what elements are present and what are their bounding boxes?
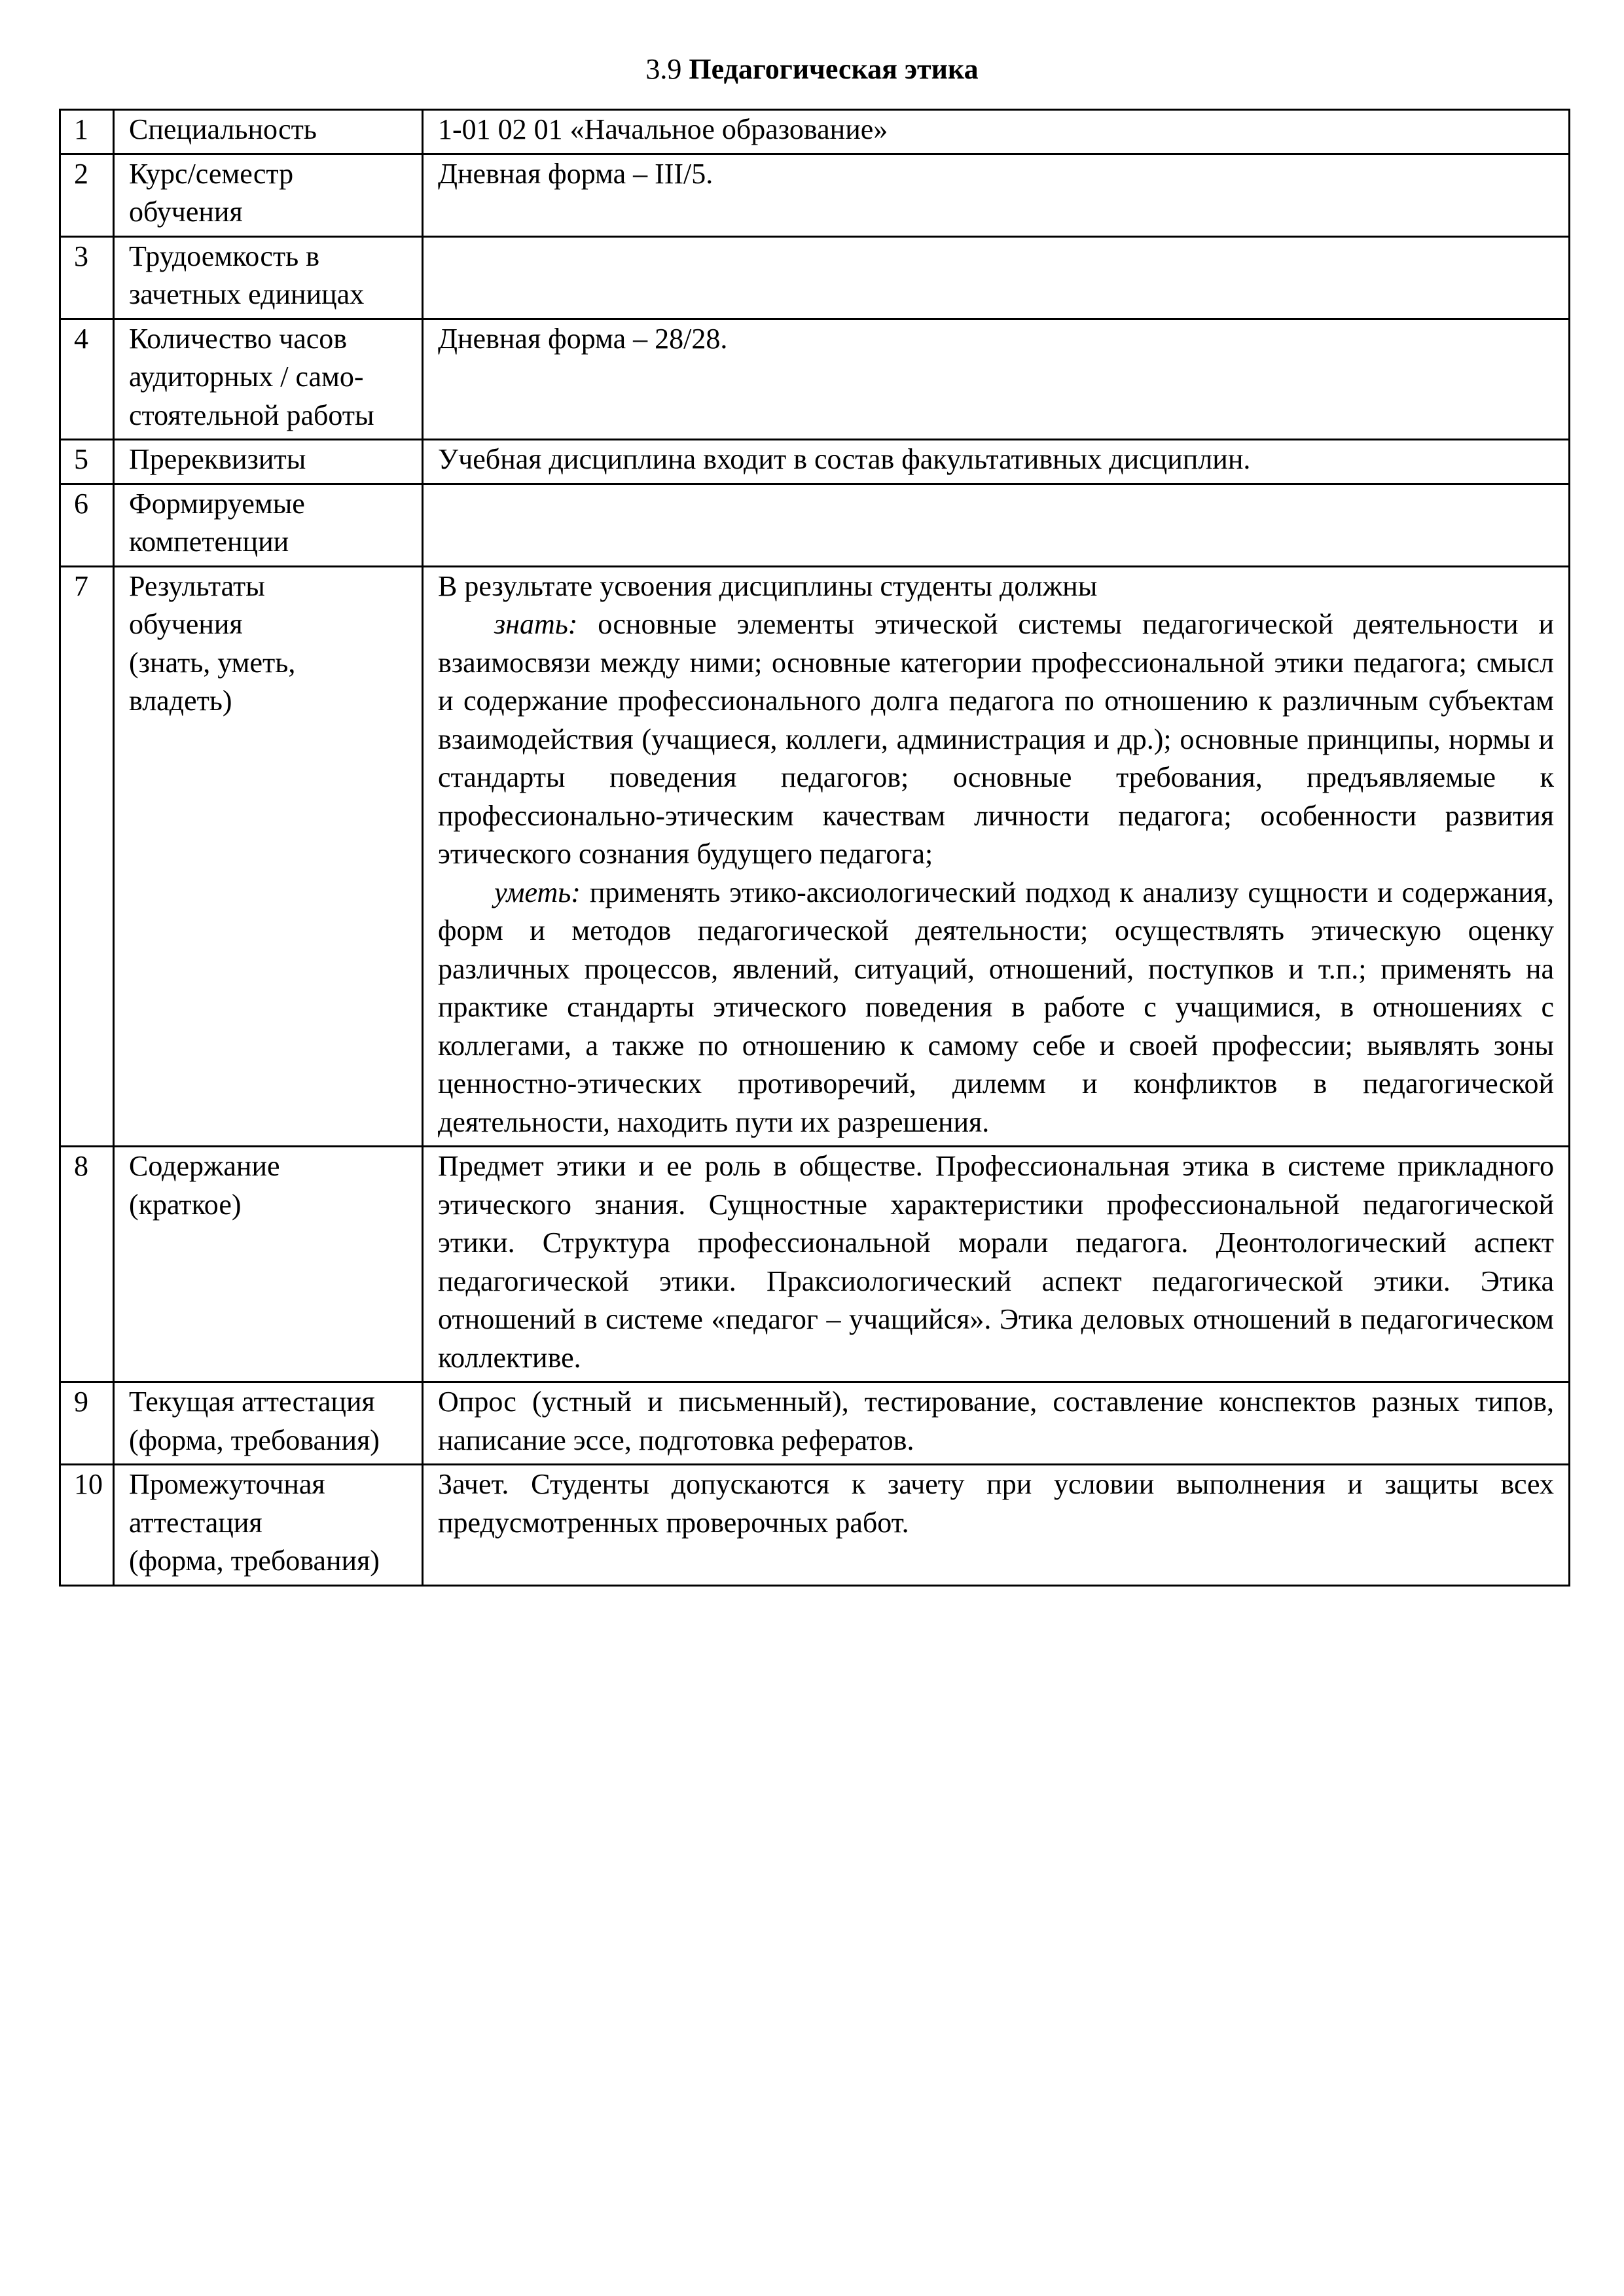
row-label-line: владеть) xyxy=(129,685,232,717)
row-value: Предмет этики и ее роль в обществе. Профессиональная этика в системе прикладного этического знания. Сущностные характеристики профессиональной педагогической этики. Структура профессиональной морали педагога. Деонтологический аспект педагогической этики. Праксиологический аспект педагогической этики. Этика отношений в системе «педагог – учащийся». Этика деловых отношений в педагогическом коллективе. xyxy=(423,1147,1570,1382)
row-label-line: (форма, требования) xyxy=(129,1424,380,1456)
row-label-line: Текущая аттестация xyxy=(129,1386,375,1418)
row-label xyxy=(114,484,423,566)
row-number: 4 xyxy=(60,319,114,440)
row-label-line: (форма, требования) xyxy=(129,1545,380,1577)
row-label xyxy=(114,319,423,440)
row-label xyxy=(114,1382,423,1465)
row-label xyxy=(114,236,423,319)
table-row-content xyxy=(60,1147,1570,1382)
row-number: 6 xyxy=(60,484,114,566)
know-keyword: знать: xyxy=(494,608,578,640)
row-value: 1-01 02 01 «Начальное образование» xyxy=(423,110,1570,154)
row-label-line: (знать, уметь, xyxy=(129,646,296,679)
row-value: Зачет. Студенты допускаются к зачету при условии выполнения и защиты всех предусмотренных проверочных работ. xyxy=(423,1465,1570,1586)
row-number: 9 xyxy=(60,1382,114,1465)
discipline-table xyxy=(59,109,1570,1587)
can-keyword: уметь: xyxy=(494,876,581,908)
row-value xyxy=(423,484,1570,566)
row-number: 5 xyxy=(60,440,114,484)
section-title: Педагогическая этика xyxy=(689,53,979,85)
row-label-line: Специальность xyxy=(129,113,317,145)
row-label xyxy=(114,1465,423,1586)
row-number: 10 xyxy=(60,1465,114,1586)
outcomes-intro: В результате усвоения дисциплины студенты должны xyxy=(438,569,1098,602)
row-label-line: обучения xyxy=(129,196,243,228)
row-label-line: зачетных единицах xyxy=(129,278,365,310)
table-row-hours xyxy=(60,319,1570,440)
row-number: 3 xyxy=(60,236,114,319)
row-value xyxy=(423,236,1570,319)
outcomes-know-paragraph xyxy=(438,605,1554,874)
row-label xyxy=(114,154,423,236)
table-row-competencies xyxy=(60,484,1570,566)
row-label-line: компетенции xyxy=(129,526,289,558)
can-text: применять этико-аксиологический подход к анализу сущности и содержания, форм и методов педагогической деятельности; осуществлять этическую оценку различных процессов, явлений, ситуаций, отношений, поступков и т.п.; применять на практике стандарты этического поведения в работе с учащимися, в отношениях с коллегами, а также по отношению к самому себе и своей профессии; выявлять зоны ценностно-этических противоречий, дилемм и конфликтов в педагогической деятельности, находить пути их разрешения. xyxy=(438,876,1554,1138)
table-row-credits xyxy=(60,236,1570,319)
table-row-current-assessment xyxy=(60,1382,1570,1465)
row-label xyxy=(114,566,423,1147)
row-label-line: аттестация xyxy=(129,1506,262,1539)
row-label-line: (краткое) xyxy=(129,1188,242,1221)
row-label-line: обучения xyxy=(129,608,243,640)
row-label xyxy=(114,110,423,154)
row-label-line: Результаты xyxy=(129,569,265,602)
table-row-specialty xyxy=(60,110,1570,154)
section-number: 3.9 xyxy=(645,53,682,85)
table-row-prerequisites xyxy=(60,440,1570,484)
outcomes-can-paragraph xyxy=(438,874,1554,1142)
row-value xyxy=(423,566,1570,1147)
table-row-intermediate-assessment xyxy=(60,1465,1570,1586)
row-label-line: аудиторных / само- xyxy=(129,361,364,393)
row-number: 2 xyxy=(60,154,114,236)
row-label-line: Трудоемкость в xyxy=(129,240,319,272)
row-label-line: Промежуточная xyxy=(129,1468,325,1500)
page-title xyxy=(0,51,1624,88)
row-label-line: Формируемые xyxy=(129,487,305,520)
row-label-line: Количество часов xyxy=(129,322,348,355)
row-number: 1 xyxy=(60,110,114,154)
row-number: 8 xyxy=(60,1147,114,1382)
row-value: Дневная форма – III/5. xyxy=(423,154,1570,236)
row-label-line: стоятельной работы xyxy=(129,399,374,431)
table-row-learning-outcomes xyxy=(60,566,1570,1147)
know-text: основные элементы этической системы педагогической деятельности и взаимосвязи между ними; основные категории профессиональной этики педагога; смысл и содержание профессионального долга педагога по отношению к различным субъектам взаимодействия (учащиеся, коллеги, администрация и др.); основные принципы, нормы и стандарты поведения педагогов; основные требования, предъявляемые к профессионально-этическим качествам личности педагога; особенности развития этического сознания будущего педагога; xyxy=(438,608,1554,870)
row-label xyxy=(114,440,423,484)
row-number: 7 xyxy=(60,566,114,1147)
row-label xyxy=(114,1147,423,1382)
table-row-course-semester xyxy=(60,154,1570,236)
row-label-line: Курс/семестр xyxy=(129,157,294,190)
row-label-line: Пререквизиты xyxy=(129,443,306,475)
row-label-line: Содержание xyxy=(129,1150,280,1182)
row-value: Дневная форма – 28/28. xyxy=(423,319,1570,440)
row-value: Учебная дисциплина входит в состав факультативных дисциплин. xyxy=(423,440,1570,484)
row-value: Опрос (устный и письменный), тестирование, составление конспектов разных типов, написание эссе, подготовка рефератов. xyxy=(423,1382,1570,1465)
